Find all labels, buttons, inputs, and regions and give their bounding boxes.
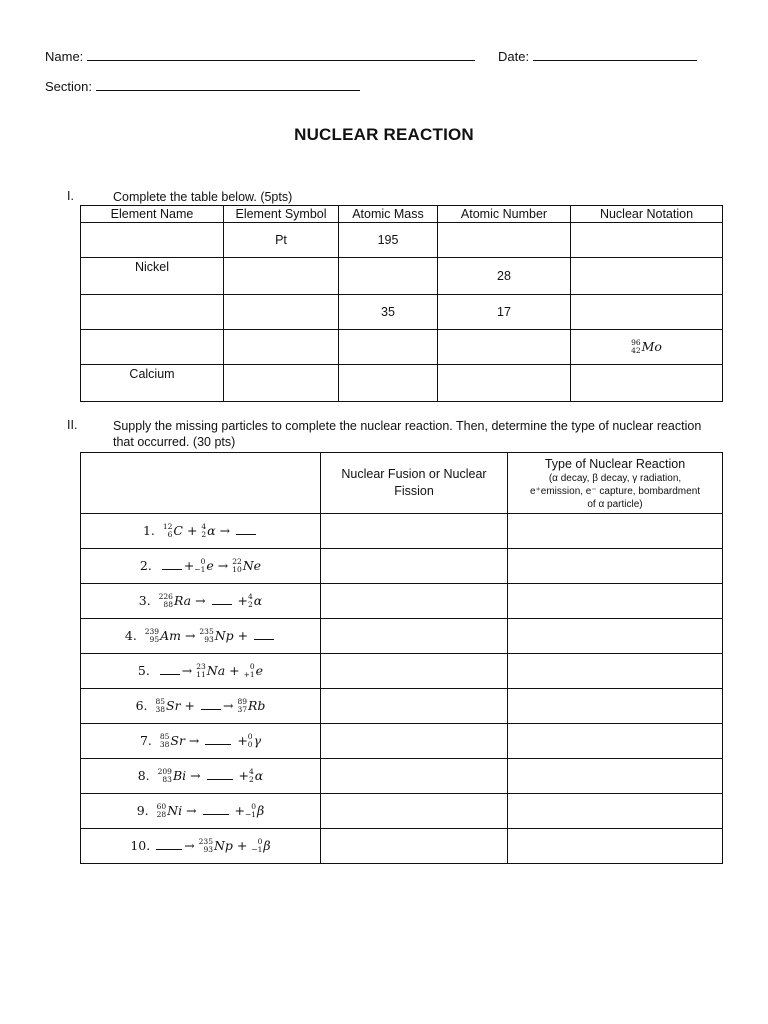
cell-answer[interactable]	[224, 365, 339, 402]
cell-answer[interactable]	[571, 295, 723, 330]
cell-answer[interactable]	[339, 330, 438, 365]
reaction-number: 2.	[139, 557, 152, 573]
reaction-type-answer[interactable]	[508, 549, 723, 584]
mo-number: 42	[631, 346, 641, 356]
reaction-row	[81, 584, 723, 619]
reaction-row	[81, 724, 723, 759]
cell-answer[interactable]	[224, 258, 339, 295]
fusion-fission-answer[interactable]	[321, 619, 508, 654]
reaction-number: 8.	[137, 767, 150, 783]
reaction-equation: 3. 226 88 Ra → + 4 2 α	[81, 584, 321, 619]
cell-answer[interactable]	[224, 330, 339, 365]
nuclear-notation-mo	[571, 330, 723, 365]
reaction-type-answer[interactable]	[508, 724, 723, 759]
cell-answer[interactable]	[571, 258, 723, 295]
cell-answer[interactable]	[224, 295, 339, 330]
reaction-row	[81, 619, 723, 654]
name-blank[interactable]	[87, 48, 475, 61]
part2-numeral: II.	[67, 418, 78, 432]
cell-value: 35	[339, 295, 438, 330]
fusion-fission-answer[interactable]	[321, 724, 508, 759]
missing-particle-blank[interactable]	[207, 770, 233, 780]
reaction-type-answer[interactable]	[508, 654, 723, 689]
col-reaction-type-sub3: of α particle)	[587, 498, 643, 510]
cell-value: 195	[339, 223, 438, 258]
col-atomic-mass: Atomic Mass	[339, 206, 438, 223]
col-element-symbol: Element Symbol	[224, 206, 339, 223]
section-blank[interactable]	[96, 78, 360, 91]
fusion-fission-answer[interactable]	[321, 654, 508, 689]
reaction-table	[80, 452, 723, 864]
table-row	[81, 295, 723, 330]
cell-value: Pt	[224, 223, 339, 258]
date-field-row	[498, 48, 697, 64]
col-fusion-fission-label: Nuclear Fusion or Nuclear Fission	[341, 467, 487, 498]
missing-particle-blank[interactable]	[254, 630, 274, 640]
reaction-number: 6.	[135, 697, 148, 713]
reaction-row	[81, 794, 723, 829]
reaction-type-answer[interactable]	[508, 829, 723, 864]
cell-value: 28	[438, 258, 571, 295]
reaction-type-answer[interactable]	[508, 584, 723, 619]
name-field-row	[45, 48, 475, 64]
reaction-equation: 7. 85 38 Sr → + 0 0 γ	[81, 724, 321, 759]
part1-instruction: Complete the table below. (5pts)	[113, 190, 293, 204]
cell-answer[interactable]	[339, 258, 438, 295]
date-blank[interactable]	[533, 48, 697, 61]
reaction-row	[81, 759, 723, 794]
missing-particle-blank[interactable]	[201, 700, 221, 710]
fusion-fission-answer[interactable]	[321, 759, 508, 794]
col-reaction-type-sub2: e⁺emission, e⁻ capture, bombardment	[529, 485, 701, 497]
col-reaction-type-title: Type of Nuclear Reaction	[544, 456, 686, 471]
col-reaction-type	[508, 453, 723, 514]
reaction-equation: 4. 239 95 Am → 235 93 Np +	[81, 619, 321, 654]
reaction-row	[81, 549, 723, 584]
fusion-fission-answer[interactable]	[321, 549, 508, 584]
col-atomic-number: Atomic Number	[438, 206, 571, 223]
missing-particle-blank[interactable]	[205, 735, 231, 745]
missing-particle-blank[interactable]	[162, 560, 182, 570]
cell-answer[interactable]	[81, 330, 224, 365]
mo-mass: 96	[631, 338, 641, 348]
missing-particle-blank[interactable]	[236, 525, 256, 535]
fusion-fission-answer[interactable]	[321, 829, 508, 864]
fusion-fission-answer[interactable]	[321, 689, 508, 724]
reaction-type-answer[interactable]	[508, 514, 723, 549]
reaction-number: 10.	[130, 837, 151, 853]
mo-symbol: Mo	[641, 338, 662, 354]
reaction-number: 3.	[138, 592, 151, 608]
fusion-fission-answer[interactable]	[321, 584, 508, 619]
table-row	[81, 365, 723, 402]
reaction-table-header	[81, 453, 723, 514]
reaction-number: 5.	[137, 662, 150, 678]
reaction-type-answer[interactable]	[508, 619, 723, 654]
cell-answer[interactable]	[571, 223, 723, 258]
missing-particle-blank[interactable]	[203, 805, 229, 815]
reaction-row	[81, 514, 723, 549]
table-row	[81, 330, 723, 365]
col-reaction-type-sub1: (α decay, β decay, γ radiation,	[548, 472, 682, 484]
reaction-row	[81, 689, 723, 724]
element-table	[80, 205, 723, 402]
reaction-equation: 8. 209 83 Bi → + 4 2 α	[81, 759, 321, 794]
reaction-row	[81, 654, 723, 689]
name-label: Name:	[45, 49, 84, 64]
reaction-equation: 5. → 23 11 Na + 0 +1 e	[81, 654, 321, 689]
cell-answer[interactable]	[571, 365, 723, 402]
missing-particle-blank[interactable]	[212, 595, 232, 605]
part2-instruction-line2: that occurred. (30 pts)	[113, 435, 236, 449]
fusion-fission-answer[interactable]	[321, 514, 508, 549]
part2-instruction	[113, 418, 733, 450]
col-fusion-fission	[321, 453, 508, 514]
element-table-header	[81, 206, 723, 223]
date-label: Date:	[498, 49, 530, 64]
reaction-number: 1.	[142, 522, 155, 538]
reaction-type-answer[interactable]	[508, 689, 723, 724]
page-title: NUCLEAR REACTION	[294, 125, 474, 144]
reaction-type-answer[interactable]	[508, 759, 723, 794]
cell-answer[interactable]	[339, 365, 438, 402]
reaction-equation: 2. + 0 −1 e → 22 10 Ne	[81, 549, 321, 584]
reaction-number: 9.	[136, 802, 149, 818]
table-row	[81, 223, 723, 258]
col-nuclear-notation: Nuclear Notation	[571, 206, 723, 223]
part1-numeral: I.	[67, 189, 74, 203]
col-reaction	[81, 453, 321, 514]
section-label: Section:	[45, 79, 92, 94]
cell-answer[interactable]	[438, 365, 571, 402]
reaction-row	[81, 829, 723, 864]
fusion-fission-answer[interactable]	[321, 794, 508, 829]
reaction-type-answer[interactable]	[508, 794, 723, 829]
reaction-equation: 10. → 235 93 Np + 0 −1 β	[81, 829, 321, 864]
cell-value: Nickel	[81, 258, 224, 295]
cell-answer[interactable]	[81, 295, 224, 330]
cell-value: 17	[438, 295, 571, 330]
reaction-equation: 6. 85 38 Sr + → 89 37 Rb	[81, 689, 321, 724]
reaction-number: 7.	[139, 732, 152, 748]
col-element-name: Element Name	[81, 206, 224, 223]
reaction-equation: 9. 60 28 Ni → + 0 −1 β	[81, 794, 321, 829]
cell-value: Calcium	[81, 365, 224, 402]
part2-instruction-line1: Supply the missing particles to complete the nuclear reaction. Then, determine the type of nuclear reaction	[113, 419, 702, 433]
reaction-number: 4.	[124, 627, 137, 643]
table-row	[81, 258, 723, 295]
reaction-equation: 1. 12 6 C + 4 2 α →	[81, 514, 321, 549]
section-field-row	[45, 78, 360, 94]
cell-answer[interactable]	[438, 330, 571, 365]
missing-particle-blank[interactable]	[160, 665, 180, 675]
cell-answer[interactable]	[438, 223, 571, 258]
missing-particle-blank[interactable]	[156, 840, 182, 850]
cell-answer[interactable]	[81, 223, 224, 258]
